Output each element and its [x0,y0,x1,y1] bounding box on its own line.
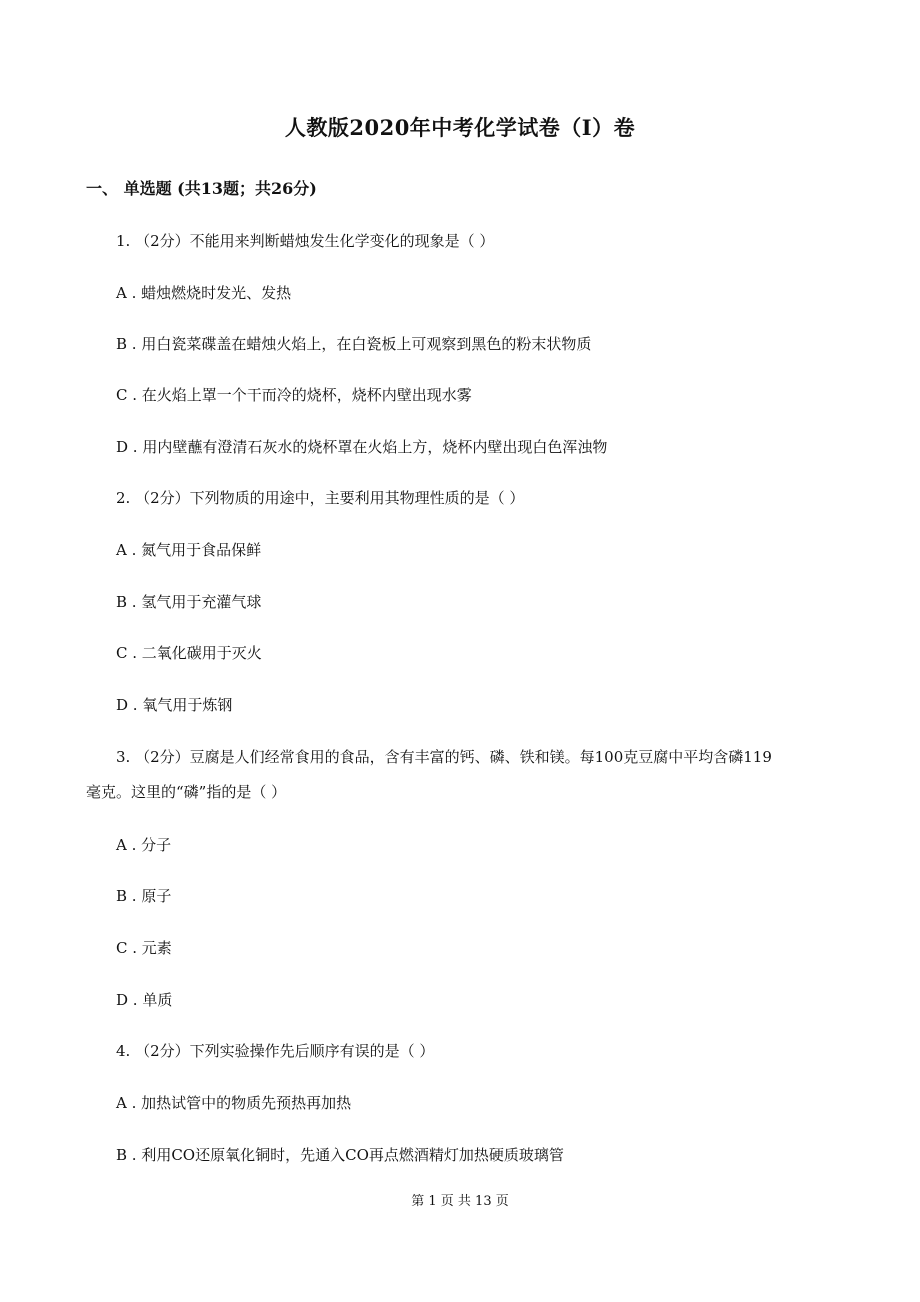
question-3-option-d: D . 单质 [116,991,173,1009]
question-3: 3. （2分）豆腐是人们经常食用的食品，含有丰富的钙、磷、铁和镁。每100克豆腐中平均含磷119 [116,748,772,766]
document-title: 人教版2020年中考化学试卷（I）卷 [284,115,636,140]
question-4-option-a: A . 加热试管中的物质先预热再加热 [116,1094,352,1112]
question-4-option-b: B . 利用CO还原氧化铜时，先通入CO再点燃酒精灯加热硬质玻璃管 [116,1146,564,1164]
question-2-option-b: B . 氢气用于充灌气球 [116,593,262,611]
question-3-continuation: 毫克。这里的“磷”指的是（ ） [86,783,287,801]
question-1: 1. （2分）不能用来判断蜡烛发生化学变化的现象是（ ） [116,232,495,250]
question-4: 4. （2分）下列实验操作先后顺序有误的是（ ） [116,1042,435,1060]
section-heading: 一、 单选题 (共13题；共26分) [86,179,317,198]
question-3-option-c: C . 元素 [116,939,172,957]
question-2: 2. （2分）下列物质的用途中，主要利用其物理性质的是（ ） [116,489,525,507]
page-footer: 第 1 页 共 13 页 [411,1194,509,1209]
question-1-option-a: A . 蜡烛燃烧时发光、发热 [116,284,292,302]
question-1-option-c: C . 在火焰上罩一个干而冷的烧杯，烧杯内壁出现水雾 [116,386,472,404]
question-3-option-a: A . 分子 [116,836,172,854]
question-1-option-d: D . 用内壁蘸有澄清石灰水的烧杯罩在火焰上方，烧杯内壁出现白色浑浊物 [116,438,608,456]
question-2-option-d: D . 氧气用于炼钢 [116,696,233,714]
question-2-option-c: C . 二氧化碳用于灭火 [116,644,262,662]
question-3-option-b: B . 原子 [116,887,172,905]
question-1-option-b: B . 用白瓷菜碟盖在蜡烛火焰上，在白瓷板上可观察到黑色的粉末状物质 [116,335,592,353]
question-2-option-a: A . 氮气用于食品保鲜 [116,541,262,559]
